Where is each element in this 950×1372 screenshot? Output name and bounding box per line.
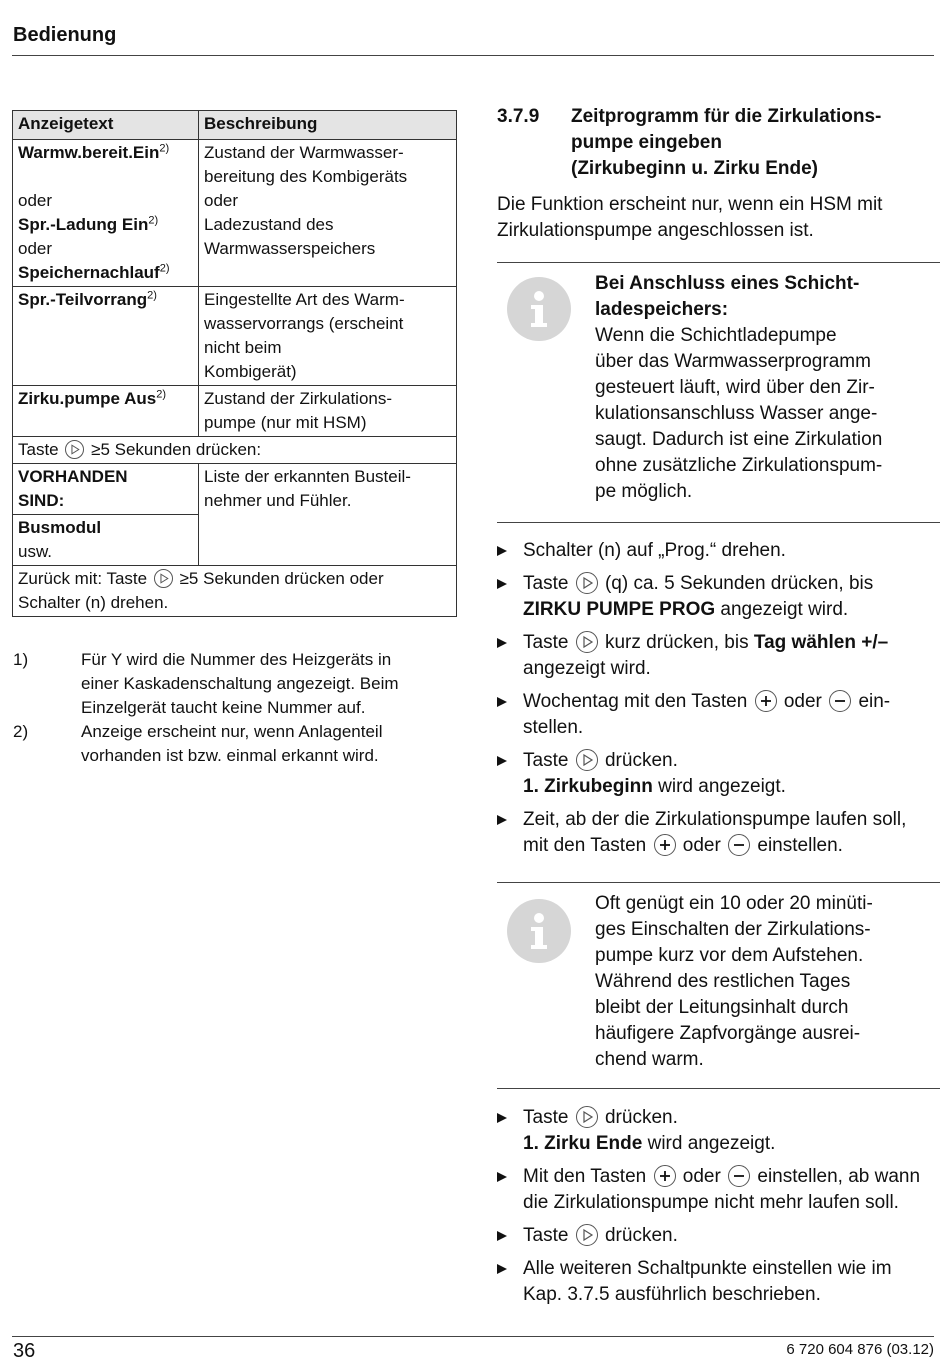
display-text: 1. Zirku Ende [523, 1133, 643, 1154]
info-text: pe möglich. [595, 481, 693, 502]
step-text: oder [783, 691, 822, 712]
table-row [13, 287, 457, 386]
table-cell [199, 464, 457, 566]
info-text: Während des restlichen Tages [595, 971, 851, 992]
footnote-number: 1) [13, 650, 29, 669]
info-text: ges Einschalten der Zirkulations- [595, 919, 871, 940]
document-number: 6 720 604 876 (03.12) [786, 1341, 934, 1358]
play-key-icon [576, 1106, 598, 1128]
cell-text: Warmwasserspeichers [204, 239, 376, 258]
list-item [497, 1256, 942, 1308]
table-cell [13, 140, 199, 287]
bullet-arrow-icon [497, 1172, 507, 1182]
footnote-ref: 2) [159, 142, 170, 155]
table-cell [13, 464, 199, 515]
table-header-anzeigetext: Anzeigetext [13, 111, 199, 140]
step-text: angezeigt wird. [720, 599, 849, 620]
footnote-number: 2) [13, 722, 29, 741]
display-text: SIND: [18, 491, 65, 510]
display-text: Tag wählen +/– [753, 632, 889, 653]
footnote-text: Für Y wird die Nummer des Heizgeräts in [81, 650, 392, 669]
info-box-schichtladespeicher [497, 262, 940, 523]
display-text: Spr.-Ladung Ein [18, 215, 149, 234]
table-row [13, 566, 457, 617]
cell-text: oder [18, 239, 53, 258]
instruction-steps-1 [497, 538, 942, 859]
page-number: 36 [13, 1340, 36, 1362]
display-text: Speichernachlauf [18, 263, 160, 282]
cell-text: Schalter (n) drehen. [18, 593, 169, 612]
step-text: stellen. [523, 717, 584, 738]
table-cell [199, 287, 457, 386]
step-text: angezeigt wird. [523, 658, 651, 679]
table-cell [13, 566, 457, 617]
list-item [497, 1105, 942, 1157]
table-row [13, 437, 457, 464]
section-heading [497, 104, 942, 184]
step-text: Kap. 3.7.5 ausführlich beschrieben. [523, 1284, 821, 1305]
step-text: einstellen. [757, 835, 843, 856]
info-icon [507, 899, 571, 963]
step-text: Taste [523, 1225, 569, 1246]
cell-text: pumpe (nur mit HSM) [204, 413, 367, 432]
bullet-arrow-icon [497, 1113, 507, 1123]
info-text: bleibt der Leitungsinhalt durch [595, 997, 849, 1018]
section-title: pumpe eingeben [571, 132, 722, 153]
footnote-text: einer Kaskadenschaltung angezeigt. Beim [81, 674, 399, 693]
page-header-title: Bedienung [13, 24, 117, 46]
list-item [497, 1223, 942, 1249]
bullet-arrow-icon [497, 546, 507, 556]
cell-text: Taste [18, 440, 59, 459]
info-heading: Bei Anschluss eines Schicht- [595, 273, 860, 294]
step-text: Taste [523, 632, 569, 653]
step-text: Mit den Tasten [523, 1166, 647, 1187]
step-text: die Zirkulationspumpe nicht mehr laufen soll. [523, 1192, 899, 1213]
info-text: Wenn die Schichtladepumpe [595, 325, 837, 346]
step-text: Wochentag mit den Tasten [523, 691, 748, 712]
bullet-arrow-icon [497, 756, 507, 766]
cell-text: usw. [18, 542, 53, 561]
table-row [13, 386, 457, 437]
step-text: einstellen, ab wann [757, 1166, 921, 1187]
list-item [497, 1164, 942, 1216]
info-text: pumpe kurz vor dem Aufstehen. [595, 945, 864, 966]
bullet-arrow-icon [497, 1264, 507, 1274]
step-text: (q) ca. 5 Sekunden drücken, bis [604, 573, 874, 594]
step-text: Taste [523, 573, 569, 594]
section-intro [497, 192, 940, 244]
intro-text: Zirkulationspumpe angeschlossen ist. [497, 220, 814, 241]
display-text: Zirku.pumpe Aus [18, 389, 157, 408]
play-key-icon [576, 749, 598, 771]
intro-text: Die Funktion erscheint nur, wenn ein HSM mit [497, 194, 883, 215]
footnote-ref: 2) [156, 388, 166, 401]
info-icon [507, 277, 571, 341]
table-row [13, 464, 457, 515]
footnote-ref: 2) [147, 289, 157, 302]
display-text: 1. Zirkubeginn [523, 776, 653, 797]
display-text: Busmodul [18, 518, 102, 537]
footnote-ref: 2) [159, 262, 170, 275]
info-text: häufigere Zapfvorgänge ausrei- [595, 1023, 861, 1044]
info-heading: ladespeichers: [595, 299, 729, 320]
info-text: ohne zusätzliche Zirkulationspum- [595, 455, 883, 476]
header-rule [12, 55, 934, 56]
cell-text: Eingestellte Art des Warm- [204, 290, 405, 309]
step-text: Alle weiteren Schaltpunkte einstellen wie im [523, 1258, 892, 1279]
step-text: oder [682, 835, 721, 856]
section-title: (Zirkubeginn u. Zirku Ende) [571, 158, 818, 179]
cell-text: Liste der erkannten Busteil- [204, 467, 411, 486]
display-text: ZIRKU PUMPE PROG [523, 599, 716, 620]
step-text: drücken. [604, 750, 678, 771]
play-key-icon [154, 569, 173, 588]
list-item [497, 689, 942, 741]
footnote-2 [13, 720, 453, 768]
cell-text: oder [18, 191, 53, 210]
bullet-arrow-icon [497, 1231, 507, 1241]
table-header-row [13, 111, 457, 140]
section-number: 3.7.9 [497, 106, 540, 127]
info-text: kulationsanschluss Wasser ange- [595, 403, 878, 424]
footnote-text: vorhanden ist bzw. einmal erkannt wird. [81, 746, 379, 765]
cell-text: Kombigerät) [204, 362, 297, 381]
step-text: Taste [523, 750, 569, 771]
minus-key-icon [728, 1165, 750, 1187]
footnote-text: Anzeige erscheint nur, wenn Anlagenteil [81, 722, 383, 741]
step-text: oder [682, 1166, 721, 1187]
cell-text: Zustand der Zirkulations- [204, 389, 393, 408]
step-text: Zeit, ab der die Zirkulationspumpe laufen soll, [523, 809, 907, 830]
minus-key-icon [728, 834, 750, 856]
table-cell [13, 437, 457, 464]
cell-text: Ladezustand des [204, 215, 334, 234]
cell-text: Zustand der Warmwasser- [204, 143, 404, 162]
table-cell [199, 386, 457, 437]
bullet-arrow-icon [497, 815, 507, 825]
step-text: wird angezeigt. [647, 1133, 776, 1154]
plus-key-icon [654, 834, 676, 856]
cell-text: Zurück mit: Taste [18, 569, 148, 588]
minus-key-icon [829, 690, 851, 712]
bullet-arrow-icon [497, 638, 507, 648]
step-text: drücken. [604, 1107, 678, 1128]
list-item [497, 807, 942, 859]
cell-text: wasservorrangs (erscheint [204, 314, 404, 333]
section-title: Zeitprogramm für die Zirkulations- [571, 106, 882, 127]
list-item [497, 571, 942, 623]
step-text: Schalter (n) auf „Prog.“ drehen. [523, 540, 786, 561]
step-text: ein- [858, 691, 891, 712]
footnote-ref: 2) [148, 214, 159, 227]
info-text: saugt. Dadurch ist eine Zirkulation [595, 429, 883, 450]
cell-text: oder [204, 191, 239, 210]
list-item [497, 748, 942, 800]
display-text: Spr.-Teilvorrang [18, 290, 148, 309]
table-cell [199, 140, 457, 287]
info-text: gesteuert läuft, wird über den Zir- [595, 377, 875, 398]
info-text: chend warm. [595, 1049, 704, 1070]
play-key-icon [65, 440, 84, 459]
play-key-icon [576, 631, 598, 653]
display-text: Warmw.bereit.Ein [18, 143, 160, 162]
cell-text: ≥5 Sekunden drücken: [91, 440, 262, 459]
cell-text: bereitung des Kombigeräts [204, 167, 408, 186]
plus-key-icon [755, 690, 777, 712]
bullet-arrow-icon [497, 579, 507, 589]
info-box-tip [497, 882, 940, 1089]
table-cell [13, 287, 199, 386]
display-text: VORHANDEN [18, 467, 128, 486]
cell-text: nicht beim [204, 338, 282, 357]
footer-rule [12, 1336, 934, 1337]
play-key-icon [576, 572, 598, 594]
step-text: wird angezeigt. [658, 776, 786, 797]
instruction-steps-2 [497, 1105, 942, 1308]
table-header-beschreibung: Beschreibung [199, 111, 457, 140]
footnote-1 [13, 648, 453, 720]
info-text: Oft genügt ein 10 oder 20 minüti- [595, 893, 873, 914]
cell-text: nehmer und Fühler. [204, 491, 352, 510]
list-item [497, 630, 942, 682]
plus-key-icon [654, 1165, 676, 1187]
step-text: mit den Tasten [523, 835, 647, 856]
step-text: drücken. [604, 1225, 678, 1246]
list-item [497, 538, 942, 564]
play-key-icon [576, 1224, 598, 1246]
step-text: kurz drücken, bis [604, 632, 749, 653]
table-cell [13, 515, 199, 566]
cell-text: ≥5 Sekunden drücken oder [179, 569, 384, 588]
table-row [13, 140, 457, 287]
info-text: über das Warmwasserprogramm [595, 351, 871, 372]
step-text: Taste [523, 1107, 569, 1128]
table-cell [13, 386, 199, 437]
bullet-arrow-icon [497, 697, 507, 707]
footnote-text: Einzelgerät taucht keine Nummer auf. [81, 698, 366, 717]
display-text-table [12, 110, 457, 617]
